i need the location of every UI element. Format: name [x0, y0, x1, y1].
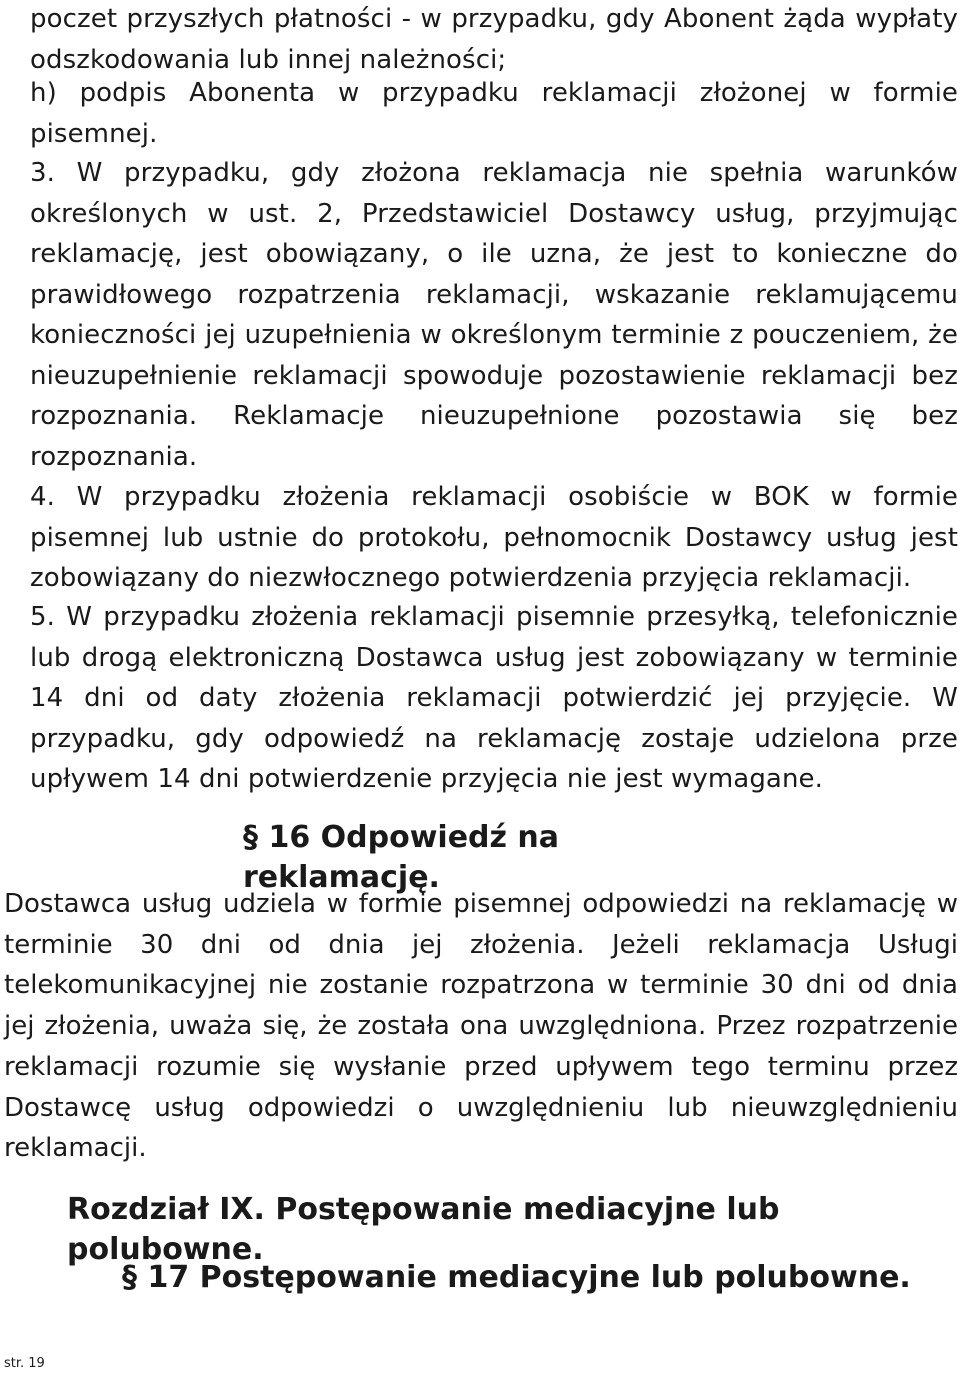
list-item-4: 4. W przypadku złożenia reklamacji osobiście w BOK w formie pisemnej lub ustnie do protokołu, pełnomocnik Dostawcy usług jest zobowiązany do niezwłocznego potwierdzenia przyjęcia reklamacji.: [30, 482, 958, 593]
page-number: str. 19: [4, 1356, 45, 1371]
chapter-ix-heading: Rozdział IX. Postępowanie mediacyjne lub polubowne.: [67, 1192, 780, 1267]
section-17-heading: § 17 Postępowanie mediacyjne lub polubowne.: [122, 1260, 911, 1295]
section-16-heading: § 16 Odpowiedź na reklamację.: [243, 820, 560, 895]
section-16-body: Dostawca usług udziela w formie pisemnej odpowiedzi na reklamację w terminie 30 dni od dnia jej złożenia. Jeżeli reklamacja Usługi telekomunikacyjnej nie zostanie rozpatrzona w terminie 30 dni od dnia jej złożenia, uważa się, że została ona uwzględniona. Przez rozpatrzenie reklamacji rozumie się wysłanie przed upływem tego terminu przez Dostawcę usług odpowiedzi o uwzględnieniu lub nieuwzględnieniu reklamacji.: [4, 889, 958, 1164]
list-item-3: 3. W przypadku, gdy złożona reklamacja nie spełnia warunków określonych w ust. 2, Przedstawiciel Dostawcy usług, przyjmując reklamację, jest obowiązany, o ile uzna, że jest to konieczne do prawidłowego rozpatrzenia reklamacji, wskazanie reklamującemu konieczności jej uzupełnienia w określonym terminie z pouczeniem, że nieuzupełnienie reklamacji spowoduje pozostawienie reklamacji bez rozpoznania. Reklamacje nieuzupełnione pozostawia się bez rozpoznania.: [30, 158, 958, 472]
list-item-g-continuation: poczet przyszłych płatności - w przypadku, gdy Abonent żąda wypłaty odszkodowania lub innej należności;: [30, 4, 958, 75]
list-item-5: 5. W przypadku złożenia reklamacji pisemnie przesyłką, telefonicznie lub drogą elektroniczną Dostawca usług jest zobowiązany w terminie 14 dni od daty złożenia reklamacji potwierdzić jej przyjęcie. W przypadku, gdy odpowiedź na reklamację zostaje udzielona prze upływem 14 dni potwierdzenie przyjęcia nie jest wymagane.: [30, 602, 958, 794]
list-item-h: h) podpis Abonenta w przypadku reklamacji złożonej w formie pisemnej.: [30, 78, 958, 149]
